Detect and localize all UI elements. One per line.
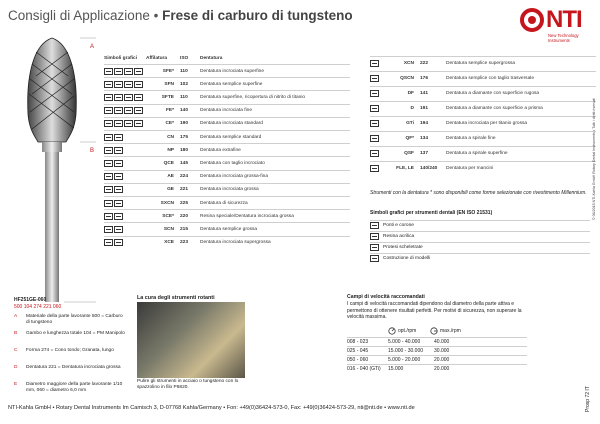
row-symbol-icons: [370, 75, 379, 82]
dental-symbol-icon: [104, 226, 113, 233]
legend-item: [14, 365, 124, 381]
legend-letter: E: [14, 382, 18, 387]
iso-number: 175: [180, 134, 189, 140]
teeth-description: Dentatura incrociata standard: [200, 121, 263, 127]
instrument-code: CE*: [165, 121, 174, 127]
row-symbol-icons: [104, 94, 143, 101]
dental-symbol-icon: [104, 160, 113, 167]
speed-opt: 15.000 - 30.000: [388, 348, 424, 354]
care-title: La cura degli strumenti rotanti: [137, 295, 215, 301]
dental-symbol-icon: [114, 134, 123, 141]
legend-text: Forma 274 = Cono tondo; Granata, lungo: [26, 348, 114, 353]
iso-number: 223: [180, 240, 189, 246]
table-row: [104, 236, 350, 249]
table-row: [104, 209, 350, 222]
table-row: [104, 196, 350, 209]
table-row: [104, 104, 350, 117]
speed-max: 20.000: [434, 366, 450, 372]
instrument-code: QF*: [405, 135, 414, 141]
legend-code-numbers: 500 104 274 221 060: [14, 304, 62, 310]
teeth-description: Dentatura semplice standard: [200, 134, 262, 140]
dental-symbol-icon: [134, 107, 143, 114]
symbols-title: Simboli grafici per strumenti dentali (EN ISO 21531): [370, 210, 493, 216]
symbol-legend-label: Protesi scheletrate: [383, 245, 423, 250]
table-row: [370, 71, 596, 84]
dental-symbol-icon: [104, 200, 113, 207]
speed-max: 40.000: [434, 339, 450, 345]
dental-symbol-icon: [114, 94, 123, 101]
legend-letter: A: [14, 314, 18, 319]
teeth-description: Dentatura incrociata grossa: [200, 187, 259, 193]
iso-number: 222: [420, 60, 429, 66]
iso-number: 145: [180, 160, 189, 166]
teeth-description: Dentatura semplice grossa: [200, 226, 258, 232]
table-row: [104, 64, 350, 77]
dental-symbol-icon: [370, 233, 379, 240]
dental-symbol-icon: [114, 81, 123, 88]
dental-symbol-icon: [370, 165, 379, 172]
header-teeth: Dentatura: [200, 56, 223, 61]
teeth-description: Resina speciale/Dentatura incrociata grossa: [200, 213, 294, 219]
dental-symbol-icon: [124, 120, 133, 127]
iso-number: 220: [180, 213, 189, 219]
table-row: [104, 156, 350, 169]
speed-opt: 5.000 - 20.000: [388, 357, 421, 363]
instrument-code: SFE*: [162, 68, 174, 74]
table-row: [104, 143, 350, 156]
teeth-description: Dentatura a diamante con superficie rugosa: [446, 90, 540, 96]
dental-symbol-icon: [104, 213, 113, 220]
table-row: [104, 77, 350, 90]
legend-text: Materiale della parte lavorante 500 = Carburo di tungsteno: [26, 314, 123, 325]
iso-number: 102: [180, 81, 189, 87]
teeth-description: Dentatura per mancini: [446, 165, 494, 171]
dental-symbol-icon: [104, 107, 113, 114]
row-symbol-icons: [370, 120, 379, 127]
page-code: Prosp 72 IT: [585, 386, 591, 412]
dental-symbol-icon: [124, 107, 133, 114]
table-row: [104, 117, 350, 130]
instrument-code: QSF: [404, 150, 414, 156]
title-light: Consigli di Applicazione: [8, 8, 150, 23]
instrument-code: GE: [167, 187, 174, 193]
footer: NTI-Kahla GmbH • Rotary Dental Instruments Im Camisch 3, D-07768 Kahla/Germany • Fon: +49(0)36424-573-0, Fax: +49(0)36424-573-29, nti@nti.de • www.nti.de: [8, 405, 415, 411]
speed-range: 025 - 045: [347, 348, 369, 354]
row-symbol-icons: [104, 120, 143, 127]
dental-symbol-icon: [104, 147, 113, 154]
row-symbol-icons: [104, 160, 123, 167]
table-row: [104, 170, 350, 183]
dental-symbol-icon: [104, 173, 113, 180]
dental-symbol-icon: [124, 81, 133, 88]
table-row: [104, 130, 350, 143]
table-row: [370, 56, 596, 69]
teeth-description: Dentatura incrociata supergrossa: [200, 240, 271, 246]
row-symbol-icons: [104, 186, 123, 193]
symbol-legend-row: [370, 231, 590, 241]
logo-name: NTI: [546, 6, 582, 33]
iso-number: 134: [420, 135, 429, 141]
cleaning-photo: [137, 302, 245, 378]
teeth-description: Dentatura incrociata superfine: [200, 68, 264, 74]
teeth-description: Dentatura superfine, ricopertura di nitrito di titanio: [200, 94, 306, 100]
speed-intro: I campi di velocità raccomandati dipendono dal diametro della parte attiva e permettono di ottenere risultati perfetti. Per motivi di sicurezza, non superare la velocità massima.: [347, 301, 522, 320]
speed-max: 30.000: [434, 348, 450, 354]
table-row: [104, 222, 350, 235]
speed-title: Campi di velocità raccomandati: [347, 294, 425, 300]
speed-opt: 15.000: [388, 366, 404, 372]
dental-symbol-icon: [104, 68, 113, 75]
row-symbol-icons: [104, 213, 123, 220]
dental-symbol-icon: [370, 105, 379, 112]
max-rpm-label: max./rpm: [440, 328, 461, 334]
instrument-code: SFTE: [161, 94, 174, 100]
instrument-code: FE*: [166, 108, 174, 114]
title-bold: Frese di carburo di tungsteno: [162, 8, 353, 23]
logo-tagline: New Technology Instruments: [548, 33, 579, 43]
header-iso: ISO: [180, 56, 189, 61]
teeth-description: Dentatura extrafine: [200, 147, 241, 153]
dental-symbol-icon: [114, 200, 123, 207]
iso-number: 221: [180, 187, 189, 193]
teeth-description: Dentatura semplice superfine: [200, 81, 263, 87]
instrument-code: QSCN: [400, 75, 414, 81]
teeth-description: Dentatura a diamante con superficie a prisma: [446, 105, 543, 111]
speed-opt: 5.000 - 40.000: [388, 339, 421, 345]
symbol-legend-row: [370, 253, 590, 263]
header-symbols: Simboli grafici: [104, 56, 138, 61]
teeth-description: Dentatura semplice supergrossa: [446, 60, 516, 66]
dental-symbol-icon: [370, 60, 379, 67]
dental-symbol-icon: [370, 120, 379, 127]
row-symbol-icons: [104, 200, 123, 207]
row-symbol-icons: [104, 81, 143, 88]
speed-range: 050 - 060: [347, 357, 369, 363]
instrument-code: NP: [167, 147, 174, 153]
dental-symbol-icon: [370, 222, 379, 229]
instrument-code: QCE: [163, 160, 174, 166]
row-symbol-icons: [104, 68, 143, 75]
dental-symbol-icon: [124, 68, 133, 75]
dental-symbol-icon: [104, 134, 113, 141]
row-symbol-icons: [104, 134, 123, 141]
dental-symbol-icon: [134, 81, 143, 88]
iso-number: 194: [420, 120, 429, 126]
dimension-label-b: B: [90, 148, 95, 154]
table-row: [104, 90, 350, 103]
dental-symbol-icon: [114, 120, 123, 127]
max-rpm-header: [430, 327, 461, 335]
instrument-code: D: [410, 105, 414, 111]
teeth-description: Dentatura incrociata fine: [200, 108, 252, 114]
legend-item: [14, 314, 124, 330]
instrument-code: SCE*: [162, 213, 174, 219]
teeth-description: Dentatura a spirale superfine: [446, 150, 508, 156]
teeth-description: Dentatura con taglio incrociato: [200, 160, 265, 166]
dental-symbol-icon: [114, 213, 123, 220]
dental-symbol-icon: [114, 186, 123, 193]
dimension-label-a: A: [90, 44, 95, 50]
opt-rpm-header: [388, 327, 416, 335]
iso-number: 224: [180, 174, 189, 180]
rpm-gauge-icon: [388, 327, 396, 335]
legend-code: HF251GE-060: [14, 297, 47, 303]
copyright-side-text: © 06/2015 NTI-Kahla GmbH Rotary Dental Instruments • Tutti i diritti riservati: [592, 98, 596, 220]
instrument-code: FLE, LE: [396, 165, 414, 171]
table-row: [370, 146, 596, 159]
teeth-description: Dentatura di sicurezza: [200, 200, 248, 206]
speed-table-row: [347, 346, 527, 355]
symbol-legend-label: Costruzione di modelli: [383, 256, 431, 261]
legend-text: Dentatura 221 = Dentatura incrociata grossa: [26, 365, 121, 370]
legend-text: Gambo e lunghezza totale 104 = PM Manipolo: [26, 331, 125, 336]
iso-number: 140: [180, 108, 189, 114]
instrument-code: SCN: [163, 226, 174, 232]
iso-number: 180: [180, 147, 189, 153]
row-symbol-icons: [370, 135, 379, 142]
header-cut: Affilatura: [146, 56, 168, 61]
iso-number: 215: [180, 226, 189, 232]
table-row: [370, 131, 596, 144]
dental-symbol-icon: [370, 75, 379, 82]
teeth-description: Dentatura semplice con taglio trasversale: [446, 75, 534, 81]
table-row: [104, 183, 350, 196]
legend-item: [14, 382, 124, 398]
legend-letter: C: [14, 348, 18, 353]
iso-number: 140/240: [420, 165, 438, 171]
nti-logo: [520, 6, 596, 50]
dental-symbol-icon: [370, 90, 379, 97]
symbol-legend-row: [370, 220, 590, 230]
iso-number: 225: [180, 200, 189, 206]
row-symbol-icons: [370, 165, 379, 172]
instrument-code: GTi: [406, 120, 414, 126]
iso-number: 110: [180, 68, 188, 74]
dental-symbol-icon: [114, 160, 123, 167]
legend-item: [14, 348, 124, 364]
instrument-code: SFN: [164, 81, 174, 87]
dental-symbol-icon: [124, 94, 133, 101]
table-row: [370, 116, 596, 129]
symbol-legend-row: [370, 242, 590, 252]
row-symbol-icons: [104, 239, 123, 246]
legend-letter: D: [14, 365, 18, 370]
dental-symbol-icon: [114, 173, 123, 180]
care-caption: Pulire gli strumenti in acciaio o tungsteno con lo spazzolino in filo P6820.: [137, 379, 239, 390]
dental-symbol-icon: [370, 150, 379, 157]
legend-text: Diametro maggiore della parte lavorante 1/10 mm, 060 = diametro 6,0 mm: [26, 382, 123, 393]
dental-symbol-icon: [104, 186, 113, 193]
instrument-code: SXCN: [160, 200, 174, 206]
legend-item: [14, 331, 124, 347]
dental-symbol-icon: [134, 68, 143, 75]
instrument-code: CN: [167, 134, 174, 140]
right-instrument-table: [370, 56, 596, 176]
instrument-code: AE: [167, 174, 174, 180]
dental-symbol-icon: [370, 244, 379, 251]
symbol-legend-label: Ponti e corone: [383, 223, 414, 228]
speed-range: 016 - 040 (GTi): [347, 366, 381, 372]
table-row: [370, 86, 596, 99]
table-row: [370, 161, 596, 174]
dental-symbol-icon: [104, 120, 113, 127]
speed-table-row: [347, 355, 527, 364]
teeth-description: Dentatura incrociata grossa-fina: [200, 174, 268, 180]
speed-table-row: [347, 337, 527, 346]
row-symbol-icons: [370, 150, 379, 157]
speed-table-row: [347, 364, 527, 373]
rpm-gauge-max-icon: [430, 327, 438, 335]
dental-symbol-icon: [104, 239, 113, 246]
symbol-legend-label: Resina acrilica: [383, 234, 415, 239]
logo-mark-icon: [520, 8, 544, 32]
dental-symbol-icon: [114, 107, 123, 114]
row-symbol-icons: [370, 90, 379, 97]
teeth-description: Dentatura a spirale fine: [446, 135, 496, 141]
row-symbol-icons: [370, 105, 379, 112]
row-symbol-icons: [104, 173, 123, 180]
dental-symbol-icon: [104, 81, 113, 88]
dental-symbol-icon: [134, 120, 143, 127]
teeth-description: Dentatura incrociata per titanio grossa: [446, 120, 528, 126]
iso-number: 191: [420, 105, 429, 111]
carbide-bur-image: [6, 34, 98, 304]
instrument-code: DF: [407, 90, 414, 96]
row-symbol-icons: [104, 147, 123, 154]
row-symbol-icons: [370, 60, 379, 67]
iso-number: 176: [420, 75, 429, 81]
dental-symbol-icon: [114, 147, 123, 154]
dental-symbol-icon: [370, 255, 379, 262]
iso-number: 141: [420, 90, 429, 96]
dental-symbol-icon: [104, 94, 113, 101]
dental-symbol-icon: [134, 94, 143, 101]
dental-symbol-icon: [370, 135, 379, 142]
instrument-code: XCN: [403, 60, 414, 66]
dental-symbol-icon: [114, 239, 123, 246]
opt-rpm-label: opt./rpm: [398, 328, 417, 334]
iso-number: 110: [180, 94, 188, 100]
row-symbol-icons: [104, 107, 143, 114]
speed-range: 008 - 023: [347, 339, 369, 345]
title-separator: •: [153, 8, 159, 23]
dental-symbol-icon: [114, 226, 123, 233]
iso-number: 137: [420, 150, 429, 156]
row-symbol-icons: [104, 226, 123, 233]
instrument-code: XCE: [164, 240, 174, 246]
millennium-note: Strumenti con la dentatura * sono disponibili come forme selezionate con rivestimento Millennium.: [370, 190, 587, 196]
legend-letter: B: [14, 331, 18, 336]
table-row: [370, 101, 596, 114]
iso-number: 190: [180, 121, 189, 127]
left-instrument-table: [104, 56, 350, 251]
speed-max: 20.000: [434, 357, 450, 363]
page-title: [8, 8, 353, 23]
dental-symbol-icon: [114, 68, 123, 75]
